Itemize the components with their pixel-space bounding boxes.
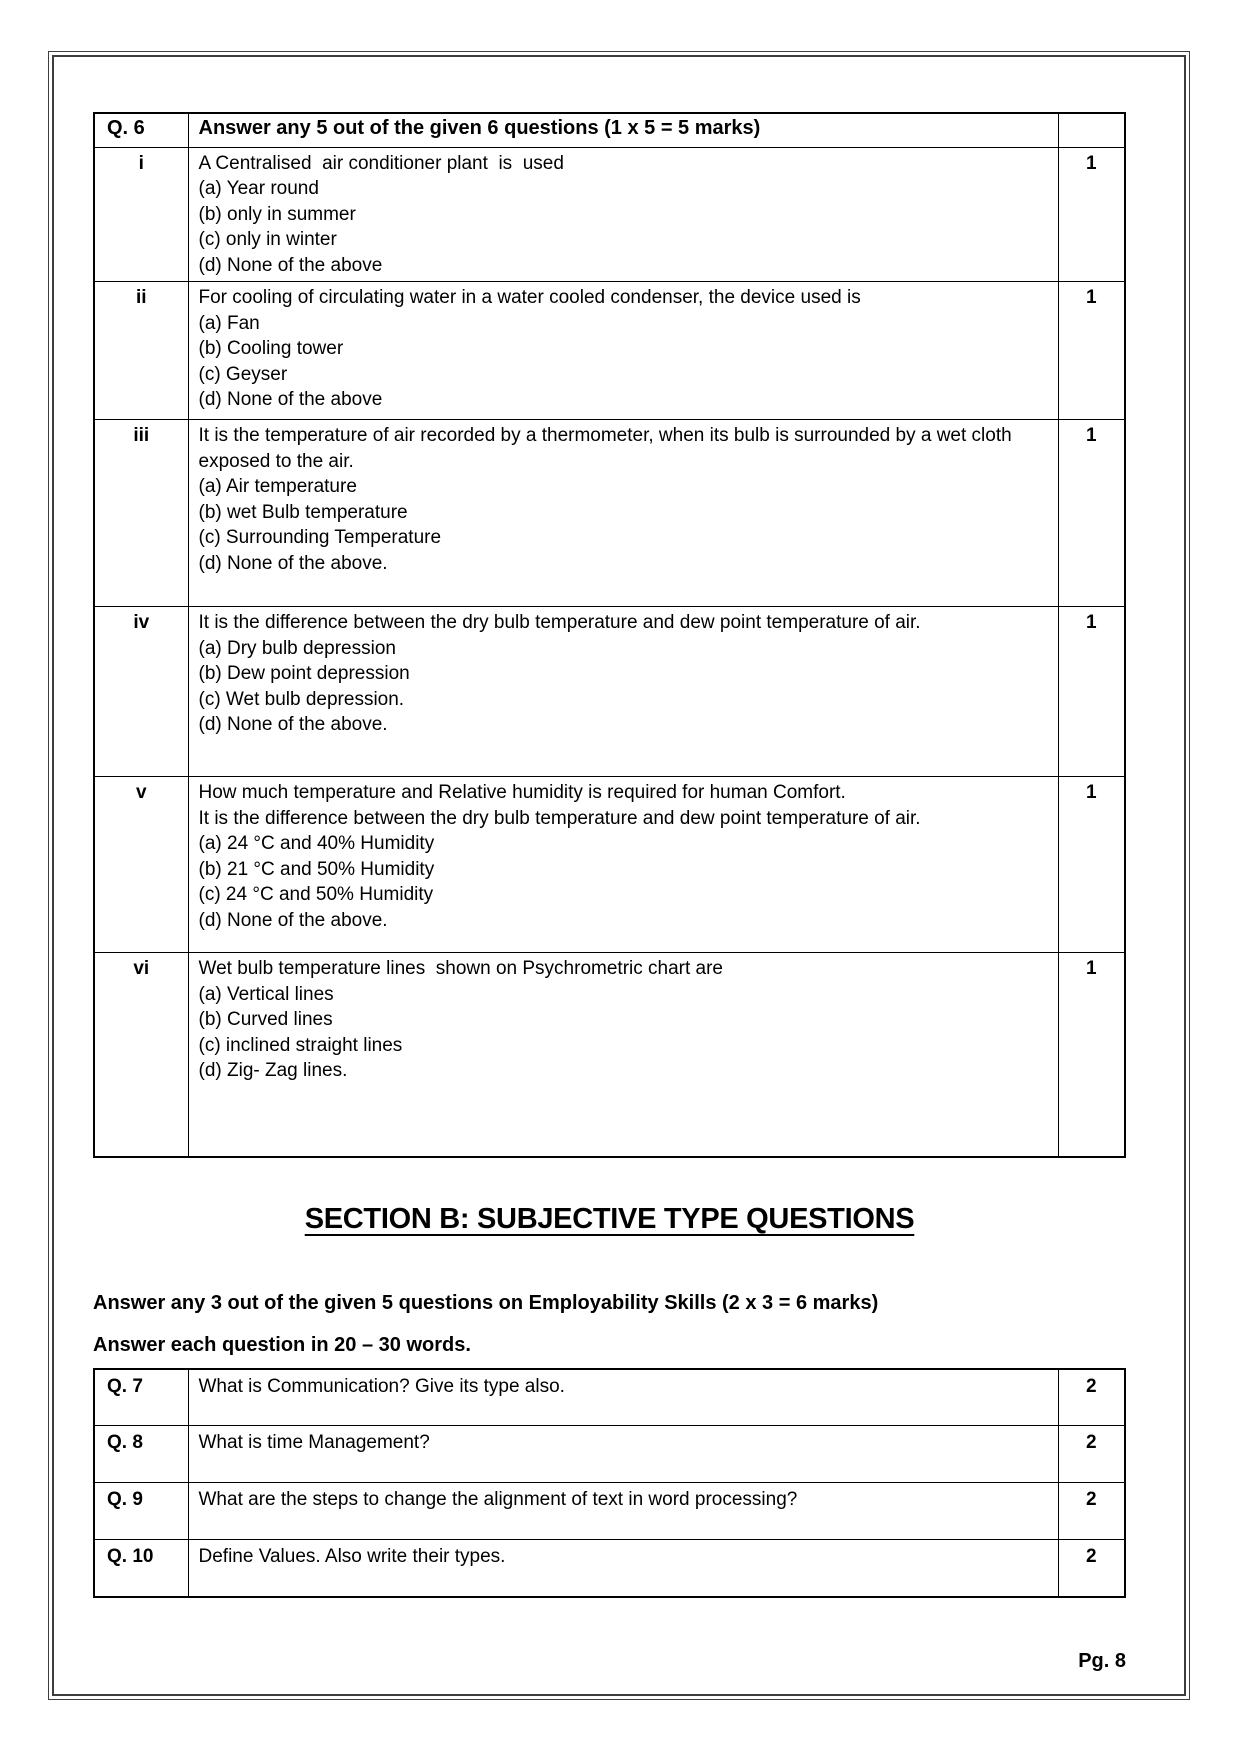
option-c: (c) inclined straight lines [198, 1034, 403, 1056]
question-text: A Centralised air conditioner plant is used [198, 152, 564, 174]
option-c: (c) Wet bulb depression. [198, 688, 405, 710]
q6-title: Answer any 5 out of the given 6 questions (1 x 5 = 5 marks) [188, 113, 1058, 147]
question-number: ii [94, 282, 188, 420]
option-b: (b) only in summer [198, 203, 356, 225]
question-text: What are the steps to change the alignment of text in word processing? [188, 1483, 1058, 1540]
question-cell [188, 282, 1058, 420]
question-text: Wet bulb temperature lines shown on Psychrometric chart are [198, 958, 723, 979]
question-marks: 2 [1058, 1540, 1125, 1597]
q6-header-marks-cell [1058, 113, 1125, 147]
question-number: v [94, 777, 188, 953]
question-marks: 1 [1058, 147, 1125, 282]
option-d: (d) None of the above [198, 254, 383, 276]
question-text: For cooling of circulating water in a water cooled condenser, the device used is [198, 287, 861, 308]
option-a: (a) Vertical lines [198, 983, 334, 1005]
question-cell [188, 607, 1058, 777]
section-b-instructions [93, 1282, 1126, 1366]
option-c: (c) Geyser [198, 363, 288, 385]
question-marks: 1 [1058, 420, 1125, 607]
question-number: vi [94, 953, 188, 1157]
option-b: (b) 21 °C and 50% Humidity [198, 858, 435, 880]
question-row-q10 [94, 1540, 1125, 1597]
question-text: It is the temperature of air recorded by a thermometer, when its bulb is surrounded by a wet cloth exposed to the air. [198, 425, 1017, 472]
question-text: What is Communication? Give its type also. [188, 1369, 1058, 1426]
option-b: (b) Dew point depression [198, 663, 410, 684]
option-b: (b) Curved lines [198, 1009, 333, 1030]
q6-number: Q. 6 [94, 113, 188, 147]
question-row-q9 [94, 1483, 1125, 1540]
question-marks: 1 [1058, 607, 1125, 777]
q6-table [93, 112, 1126, 1158]
option-a: (a) Air temperature [198, 476, 357, 497]
instruction-line-1: Answer any 3 out of the given 5 questions on Employability Skills (2 x 3 = 6 marks) [93, 1291, 879, 1314]
option-c: (c) only in winter [198, 229, 337, 250]
option-a: (a) Dry bulb depression [198, 637, 396, 659]
question-text: It is the difference between the dry bulb temperature and dew point temperature of air. [198, 612, 921, 633]
question-row-q8 [94, 1426, 1125, 1483]
question-number: Q. 10 [94, 1540, 188, 1597]
question-text: What is time Management? [188, 1426, 1058, 1483]
instruction-line-2: Answer each question in 20 – 30 words. [93, 1333, 471, 1356]
option-a: (a) Fan [198, 312, 260, 334]
question-number: i [94, 147, 188, 282]
question-marks: 1 [1058, 777, 1125, 953]
question-marks: 2 [1058, 1426, 1125, 1483]
question-text: How much temperature and Relative humidity is required for human Comfort. [198, 782, 846, 803]
question-row-ii [94, 282, 1125, 420]
question-row-iii [94, 420, 1125, 607]
question-cell [188, 953, 1058, 1157]
question-row-vi [94, 953, 1125, 1157]
section-b-heading: SECTION B: SUBJECTIVE TYPE QUESTIONS [304, 1202, 915, 1235]
question-text-2: It is the difference between the dry bulb temperature and dew point temperature of air. [198, 807, 921, 829]
option-d: (d) None of the above. [198, 552, 388, 574]
page-number: Pg. 8 [1078, 1649, 1126, 1672]
option-c: (c) 24 °C and 50% Humidity [198, 884, 434, 905]
question-number: iv [94, 607, 188, 777]
question-row-v [94, 777, 1125, 953]
option-a: (a) Year round [198, 178, 319, 199]
page-content-area [52, 55, 1186, 1696]
option-d: (d) Zig- Zag lines. [198, 1060, 348, 1081]
question-row-i [94, 147, 1125, 282]
page-border-frame [48, 51, 1190, 1700]
question-marks: 2 [1058, 1483, 1125, 1540]
option-c: (c) Surrounding Temperature [198, 527, 442, 548]
question-marks: 1 [1058, 282, 1125, 420]
option-d: (d) None of the above. [198, 714, 388, 735]
question-row-iv [94, 607, 1125, 777]
option-d: (d) None of the above [198, 389, 383, 410]
question-cell [188, 147, 1058, 282]
question-cell [188, 420, 1058, 607]
q6-header-row [94, 113, 1125, 147]
question-text: Define Values. Also write their types. [188, 1540, 1058, 1597]
option-b: (b) wet Bulb temperature [198, 501, 408, 523]
option-a: (a) 24 °C and 40% Humidity [198, 833, 435, 854]
question-number: Q. 9 [94, 1483, 188, 1540]
option-b: (b) Cooling tower [198, 338, 344, 359]
question-number: Q. 8 [94, 1426, 188, 1483]
question-row-q7 [94, 1369, 1125, 1426]
question-cell [188, 777, 1058, 953]
subjective-questions-table [93, 1368, 1126, 1598]
question-number: iii [94, 420, 188, 607]
option-d: (d) None of the above. [198, 909, 388, 931]
question-number: Q. 7 [94, 1369, 188, 1426]
question-marks: 2 [1058, 1369, 1125, 1426]
question-marks: 1 [1058, 953, 1125, 1157]
